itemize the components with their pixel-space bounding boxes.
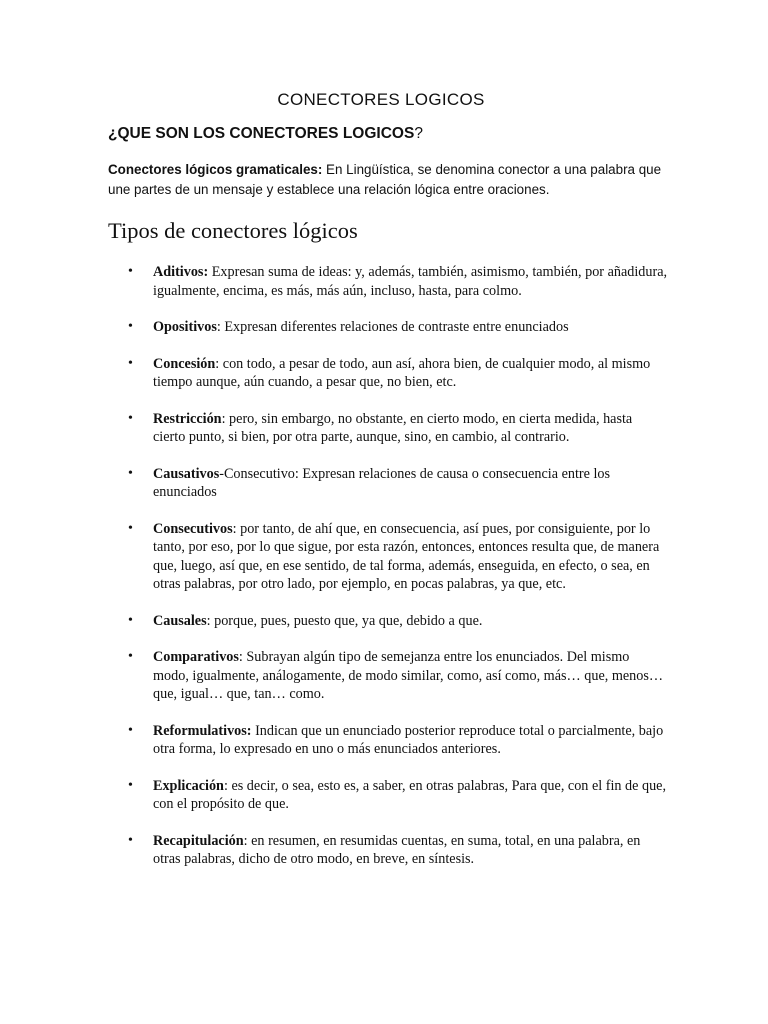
list-item xyxy=(108,410,668,447)
item-term: Restricción xyxy=(153,410,222,427)
intro-paragraph xyxy=(108,160,668,200)
bullet-icon: • xyxy=(128,649,133,664)
list-item xyxy=(108,520,668,594)
item-text: : con todo, a pesar de todo, aun así, ahora bien, de cualquier modo, al mismo tiempo aunque, aún cuando, a pesar que, no bien, etc. xyxy=(153,355,651,390)
item-term: Concesión xyxy=(153,355,216,372)
question-heading-bold: ¿QUE SON LOS CONECTORES LOGICOS xyxy=(108,125,415,142)
section-heading: Tipos de conectores lógicos xyxy=(108,218,358,243)
bullet-icon: • xyxy=(128,777,133,793)
item-text: : porque, pues, puesto que, ya que, debido a que. xyxy=(206,612,483,629)
list-item xyxy=(108,263,668,300)
item-text: : Expresan diferentes relaciones de contraste entre enunciados xyxy=(216,319,569,335)
list-item xyxy=(108,355,668,392)
list-item xyxy=(108,648,668,704)
item-text: : es decir, o sea, esto es, a saber, en otras palabras, Para que, con el fin de que, con el propósito de que. xyxy=(153,777,667,812)
item-term: Consecutivos xyxy=(153,520,233,537)
bullet-icon: • xyxy=(128,520,133,536)
question-heading xyxy=(108,125,423,143)
question-mark: ? xyxy=(414,125,423,142)
bullet-icon: • xyxy=(128,410,133,426)
list-item xyxy=(108,318,668,337)
bullet-icon: • xyxy=(128,355,133,371)
item-text: : en resumen, en resumidas cuentas, en suma, total, en una palabra, en otras palabras, dicho de otro modo, en breve, en síntesis. xyxy=(153,832,641,867)
item-text: Indican que un enunciado posterior reproduce total o parcialmente, bajo otra forma, lo expresado en uno o más enunciados anteriores. xyxy=(153,722,664,757)
list-item xyxy=(108,722,668,759)
bullet-icon: • xyxy=(128,465,133,481)
list-item xyxy=(108,777,668,814)
list-item xyxy=(108,832,668,869)
item-term: Causales xyxy=(153,612,207,629)
item-text: : pero, sin embargo, no obstante, en cierto modo, en cierta medida, hasta cierto punto, si bien, por otra parte, aunque, sino, en cambio, al contrario. xyxy=(153,410,633,445)
item-text: Expresan suma de ideas: y, además, también, asimismo, también, por añadidura, igualmente, encima, es más, más aún, incluso, hasta, para colmo. xyxy=(153,264,668,299)
intro-term: Conectores lógicos gramaticales: xyxy=(108,162,323,177)
bullet-icon: • xyxy=(128,264,133,279)
list-item xyxy=(108,465,668,502)
bullet-icon: • xyxy=(128,319,133,334)
item-term: Explicación xyxy=(153,777,224,794)
item-term: Opositivos xyxy=(153,319,217,335)
item-term: Aditivos: xyxy=(153,264,209,280)
bullet-icon: • xyxy=(128,722,133,738)
item-term: Comparativos xyxy=(153,649,239,665)
item-text: -Consecutivo: Expresan relaciones de causa o consecuencia entre los enunciados xyxy=(153,465,611,500)
bullet-icon: • xyxy=(128,612,133,628)
connector-list xyxy=(108,263,668,887)
list-item xyxy=(108,612,668,631)
intro-text: En Lingüística, se denomina conector a una palabra que une partes de un mensaje y establece una relación lógica entre oraciones. xyxy=(108,162,662,197)
item-term: Recapitulación xyxy=(153,832,244,849)
document-title: CONECTORES LOGICOS xyxy=(277,90,485,109)
item-text: : Subrayan algún tipo de semejanza entre los enunciados. Del mismo modo, igualmente, análogamente, de modo similar, como, así como, más… que, menos… que, igual… que, tan… como. xyxy=(153,649,664,702)
item-term: Causativos xyxy=(153,465,220,482)
item-text: : por tanto, de ahí que, en consecuencia, así pues, por consiguiente, por lo tanto, por eso, por lo que sigue, por esta razón, entonces, entonces resulta que, de manera que, luego, así que, en ese sentido, de tal forma, además, enseguida, en efecto, o sea, en otras palabras, por otro lado, por ejemplo, en pocas palabras, ya que, etc. xyxy=(153,520,660,592)
item-term: Reformulativos: xyxy=(153,722,252,739)
bullet-icon: • xyxy=(128,832,133,848)
